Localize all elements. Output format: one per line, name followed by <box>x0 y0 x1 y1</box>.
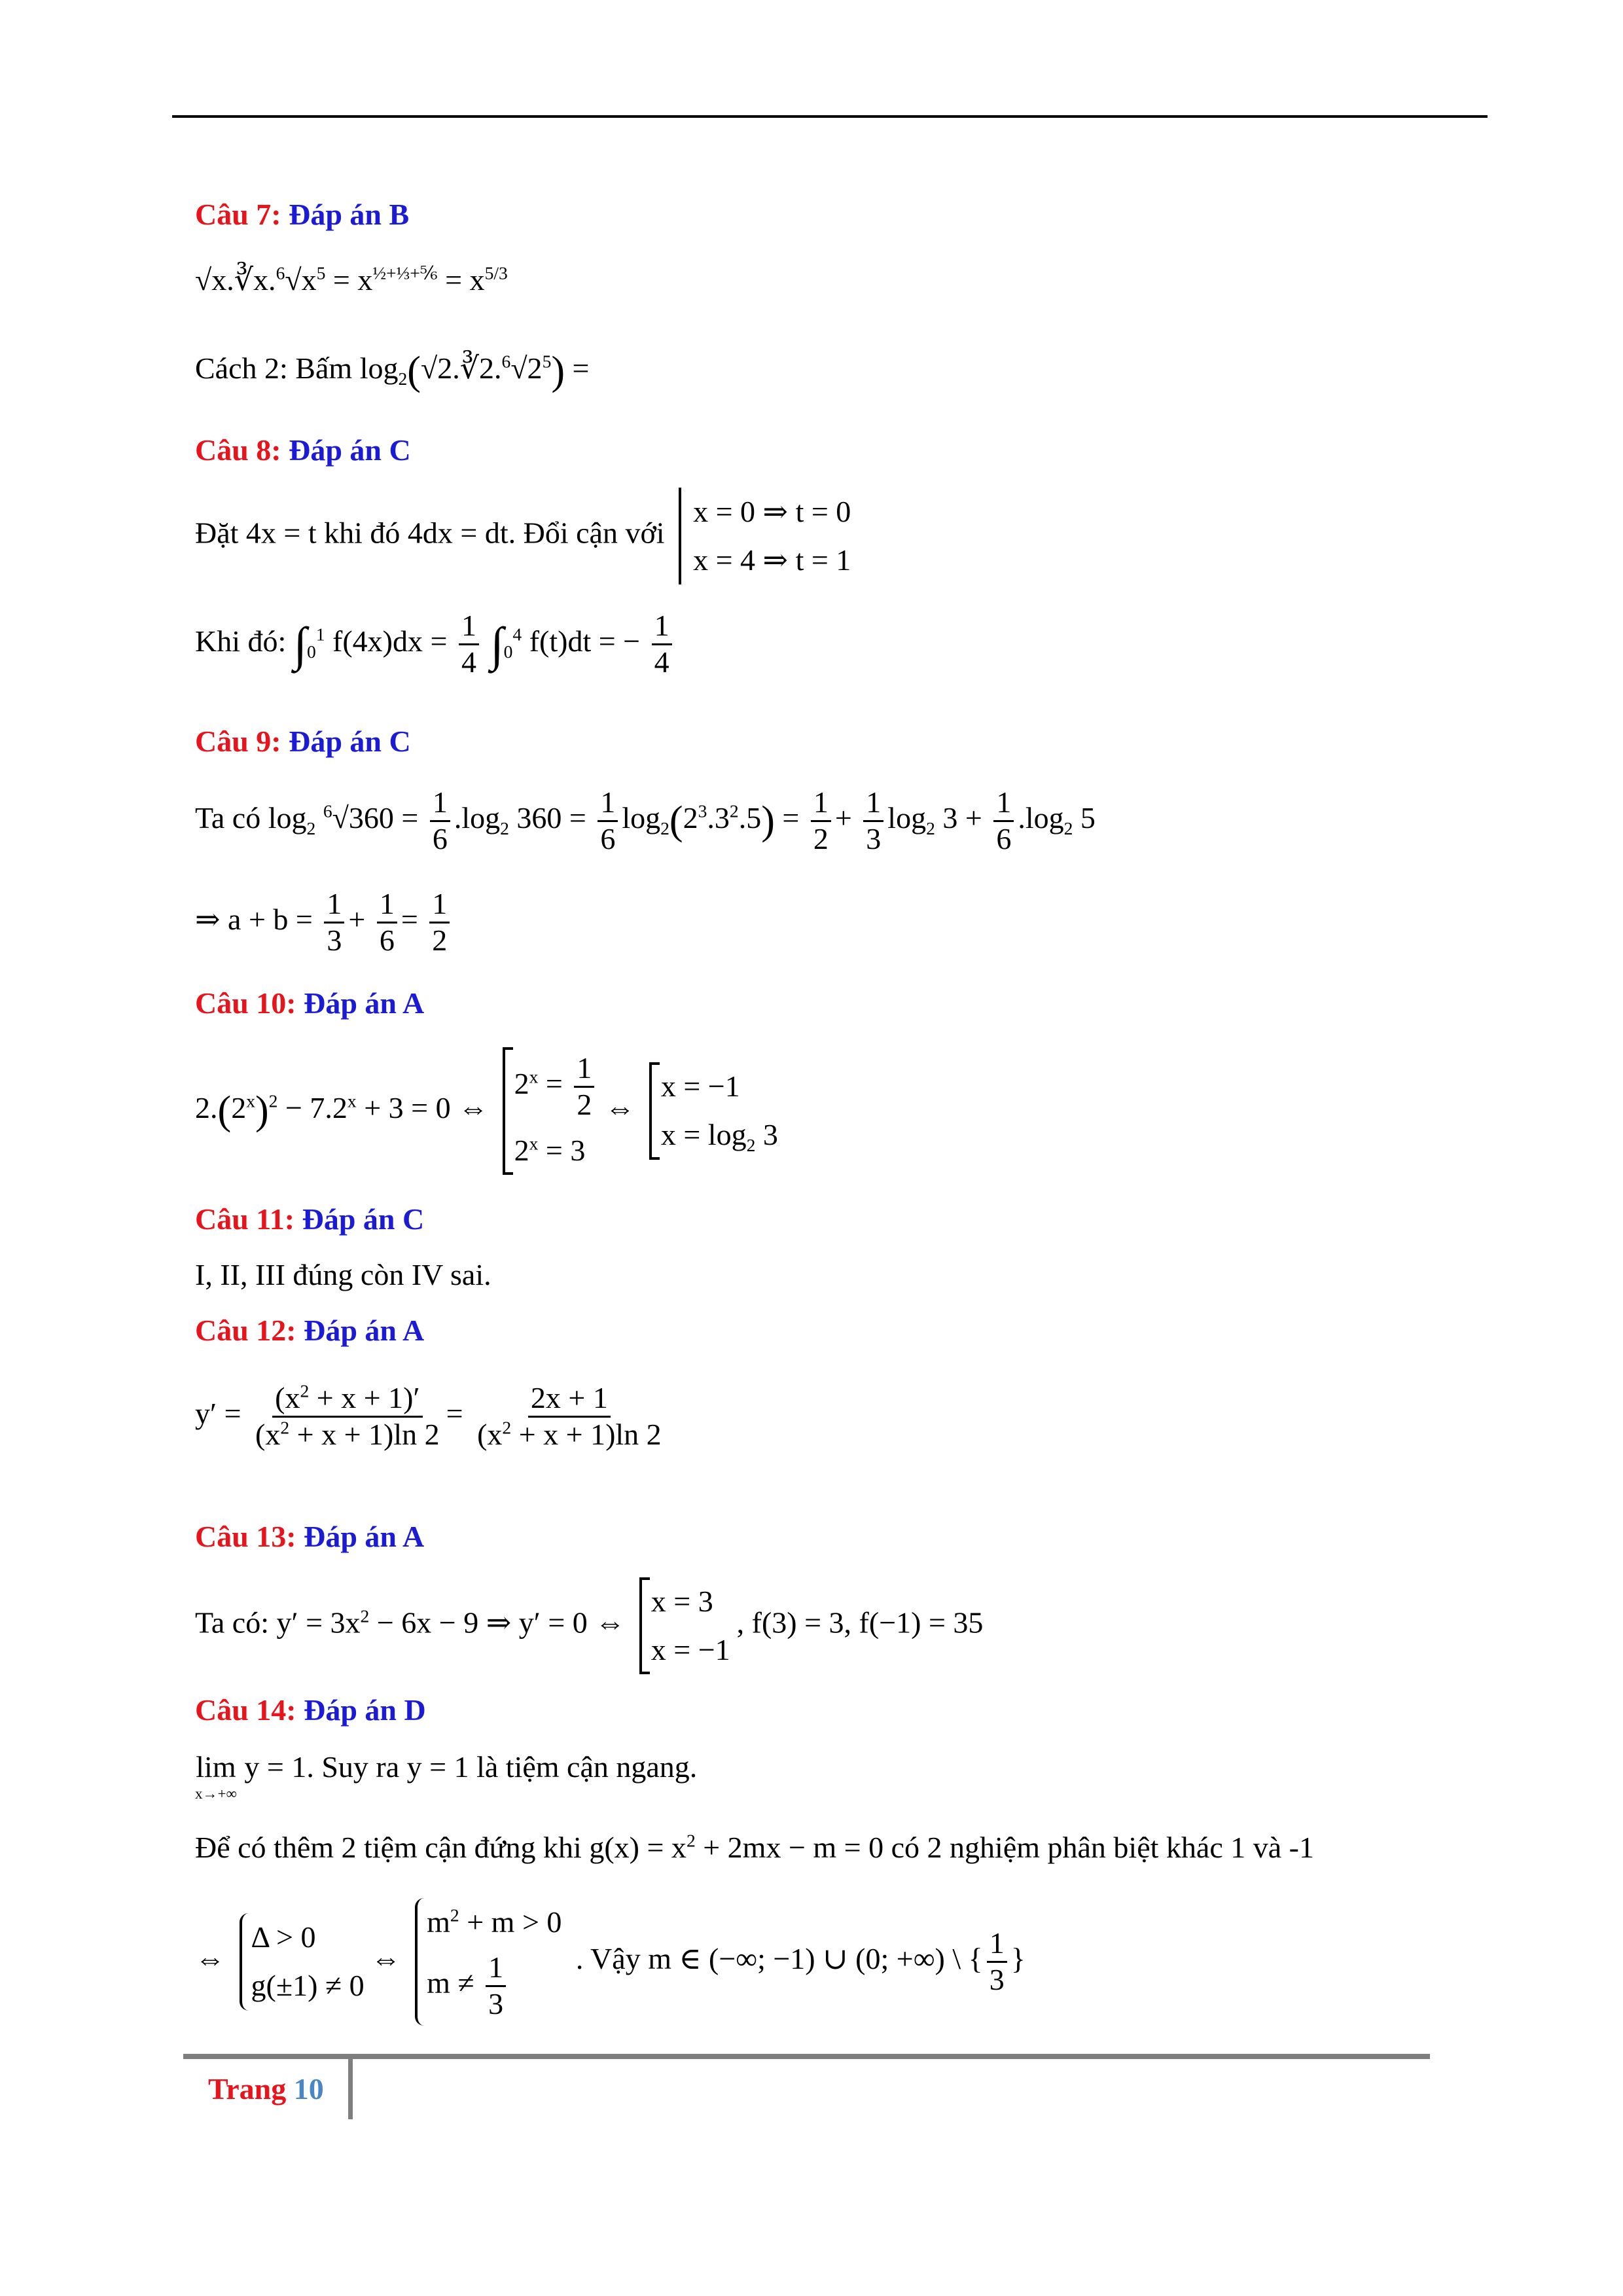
q13-heading <box>195 1518 424 1554</box>
q10-answer: Đáp án A <box>304 986 425 1020</box>
q14-system-1: Δ > 0 g(±1) ≠ 0 <box>240 1913 365 2010</box>
q14-answer: Đáp án D <box>304 1693 426 1727</box>
footer-rule <box>183 2054 1430 2059</box>
q12-heading <box>195 1312 424 1348</box>
q14-system-2: $m^2 + m > 0$ m ≠ $\frac{1}{3}$ <box>415 1898 562 2026</box>
q13-roots: x = 3 x = −1 <box>639 1577 730 1674</box>
q13-answer: Đáp án A <box>304 1520 425 1553</box>
q8-answer: Đáp án C <box>289 433 411 467</box>
q11-number: Câu 11: <box>195 1202 295 1236</box>
q12-number: Câu 12: <box>195 1314 296 1347</box>
q9-computation: Ta có $\log_2 ^6√360$ = $\frac{1}{6}$ $.\log_2$ 360 = $\frac{1}{6}$ $\log_2(2^3.3^2.5)$ = $\frac{1}{2}$ + $\frac{1}{3}$ $\log_2 3$ + $\frac{1}{6}$ $.\log_2$ 5 <box>195 785 1096 855</box>
q14-limit-line: lim x→+∞ y = 1. Suy ra y = 1 là tiệm cận ngang. <box>195 1750 698 1803</box>
q12-derivative: y′ = $\frac{(x^2 + x + 1)'}{(x^2 + x + 1)\ln 2}$ = $\frac{2x + 1}{(x^2 + x + 1)\ln 2}$ <box>195 1380 662 1451</box>
q14-vertical-condition: Để có thêm 2 tiệm cận đứng khi <box>195 1831 582 1864</box>
q11-heading <box>195 1201 424 1237</box>
q7-formula: $√x.∛x.^6√x^5 = x^{\frac{1}{2}+\frac{1}{3}+\frac{5}{6}} = x^{5/3}$ <box>195 262 508 296</box>
q12-answer: Đáp án A <box>304 1314 425 1347</box>
q8-khido-label: Khi đó: <box>195 624 287 658</box>
q7-method2-label: Cách 2: Bấm <box>195 351 353 385</box>
q10-case-1: $2^x$ = $\frac{1}{2}$ $2^x = 3$ <box>503 1047 599 1175</box>
q8-bounds-system: x = 0 ⇒ t = 0 x = 4 ⇒ t = 1 <box>679 488 851 584</box>
q14-number: Câu 14: <box>195 1693 296 1727</box>
q14-horizontal-asymptote: . Suy ra y = 1 là tiệm cận ngang. <box>306 1750 698 1784</box>
footer-label: Trang <box>208 2072 287 2106</box>
q8-heading <box>195 432 411 468</box>
q9-heading <box>195 723 411 759</box>
q10-case-2: x = −1 $x = \log_2 3$ <box>649 1062 778 1159</box>
q9-result: ⇒ a + b = $\frac{1}{3}$ + $\frac{1}{6}$ = $\frac{1}{2}$ <box>195 887 454 958</box>
top-rule <box>172 115 1488 118</box>
q8-number: Câu 8: <box>195 433 281 467</box>
q14-roots-condition: có 2 nghiệm phân biệt khác 1 và -1 <box>891 1831 1314 1864</box>
q10-equation: $2.(2^x)^2 - 7.2^x + 3 = 0$ ⇔ $2^x$ = $\frac{1}{2}$ $2^x = 3$ ⇔ x = −1 $x = \log_2 3$ <box>195 1047 785 1175</box>
q14-conclusion-label: . Vậy <box>575 1942 641 1975</box>
q9-answer: Đáp án C <box>289 725 411 758</box>
q13-number: Câu 13: <box>195 1520 296 1553</box>
q14-condition-line: Để có thêm 2 tiệm cận đứng khi $g(x) = x^2 + 2mx - m = 0$ có 2 nghiệm phân biệt khác 1 và -1 <box>195 1830 1314 1864</box>
q13-derivative: Ta có: $y' = 3x^2 - 6x - 9$ ⇒ y′ = 0 ⇔ x = 3 x = −1 , f(3) = 3, f(−1) = 35 <box>195 1577 983 1674</box>
q10-number: Câu 10: <box>195 986 296 1020</box>
q8-integral: Khi đó: $\int_0^1$ f(4x)dx = $\frac{1}{4}$ $\int_0^4$ f(t)dt = − $\frac{1}{4}$ <box>195 609 676 680</box>
q8-substitution-text: Đặt 4x = t khi đó 4dx = dt. Đổi cận với <box>195 516 665 550</box>
page-footer <box>208 2072 324 2106</box>
q7-answer: Đáp án B <box>289 198 410 231</box>
q10-heading <box>195 985 424 1021</box>
q11-text: I, II, III đúng còn IV sai. <box>195 1258 491 1291</box>
q14-heading <box>195 1692 426 1728</box>
q9-taco-label: Ta có <box>195 800 261 834</box>
q7-method2: Cách 2: Bấm $\log_2(√2.∛2.^6√2^5)$ = <box>195 349 590 393</box>
q7-heading <box>195 196 409 232</box>
q11-answer: Đáp án C <box>302 1202 425 1236</box>
q7-number: Câu 7: <box>195 198 281 231</box>
q8-substitution <box>195 488 857 584</box>
footer-divider <box>348 2059 353 2119</box>
page-number: 10 <box>293 2072 324 2106</box>
q13-taco-label: Ta có: <box>195 1605 270 1640</box>
q9-number: Câu 9: <box>195 725 281 758</box>
q14-system: ⇔ Δ > 0 g(±1) ≠ 0 ⇔ $m^2 + m > 0$ m ≠ $\frac{1}{3}$ . Vậy m ∈ (−∞; −1) ∪ (0; +∞) \ { $\frac{1}{3}$ } <box>195 1898 1026 2026</box>
